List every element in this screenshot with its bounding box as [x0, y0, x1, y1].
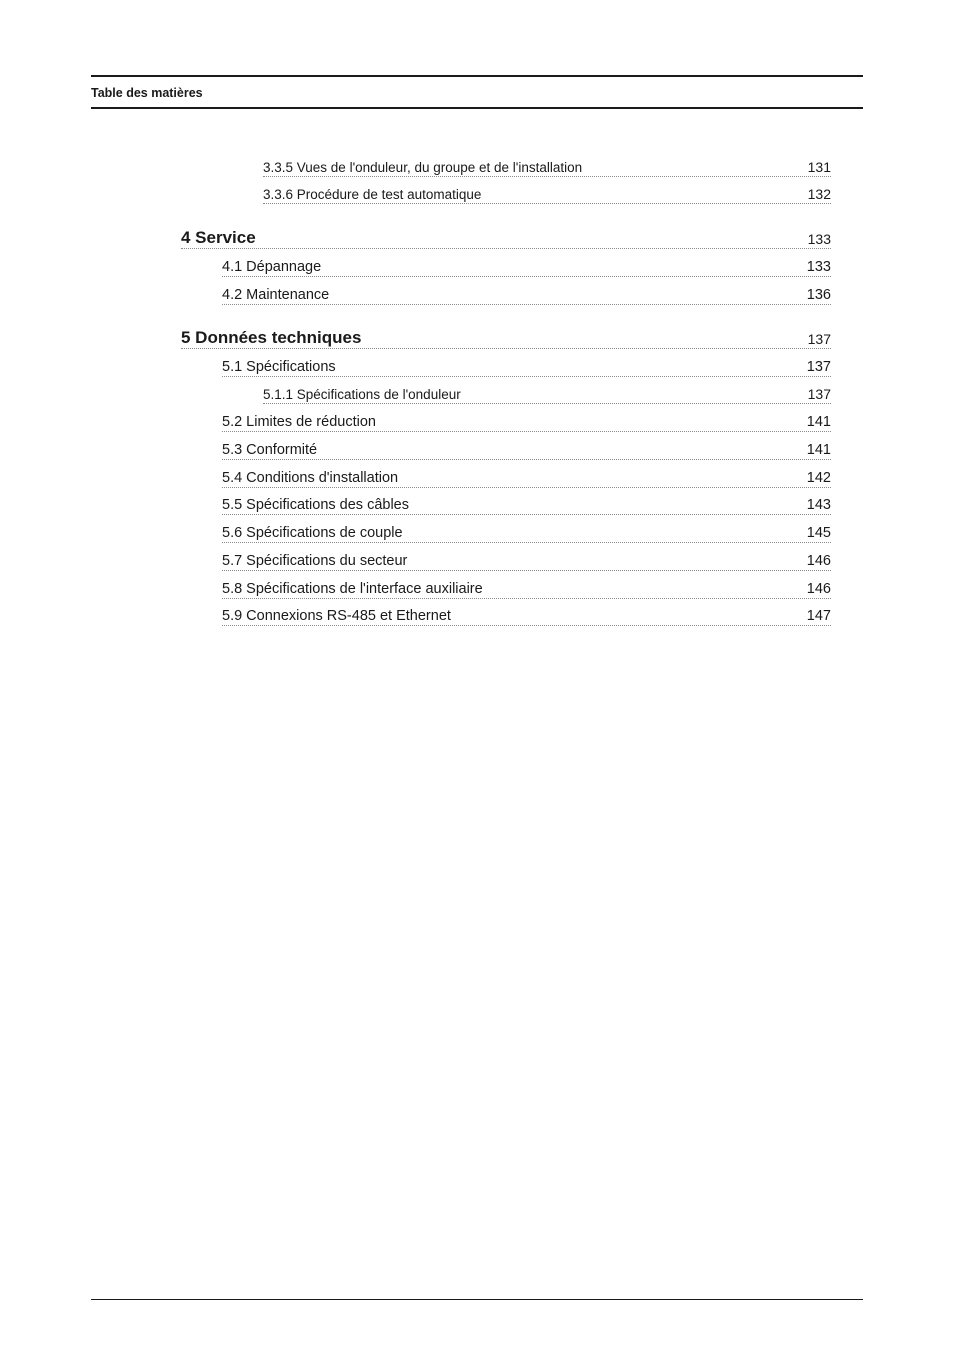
toc-page-number: 137: [806, 359, 831, 375]
toc-page-number: 146: [806, 581, 831, 597]
toc-entry-title: 5.3 Conformité: [222, 442, 318, 458]
header-top-rule: [91, 75, 863, 77]
toc-entry-5-2[interactable]: [222, 412, 831, 432]
toc-entry-title: 5.4 Conditions d'installation: [222, 470, 399, 486]
toc-entry-3-3-5[interactable]: [263, 158, 831, 177]
toc-entry-5-3[interactable]: [222, 440, 831, 460]
toc-entry-5-7[interactable]: [222, 551, 831, 571]
toc-page-number: 132: [807, 186, 831, 202]
toc-entry-title: 5.2 Limites de réduction: [222, 414, 376, 430]
toc-page-number: 143: [806, 497, 831, 513]
toc-entry-title: 5.5 Spécifications des câbles: [222, 497, 409, 513]
toc-entry-5-9[interactable]: [222, 606, 831, 626]
toc-chapter-title: 4 Service: [181, 228, 256, 247]
toc-page-number: 133: [807, 231, 831, 247]
toc-page-number: 137: [807, 386, 831, 402]
toc-entry-title: 5.1.1 Spécifications de l'onduleur: [263, 387, 461, 402]
footer-rule: [91, 1299, 863, 1300]
toc-page-number: 147: [806, 608, 831, 624]
toc-entry-title: 5.7 Spécifications du secteur: [222, 553, 408, 569]
toc-entry-title: 4.1 Dépannage: [222, 259, 322, 275]
toc-entry-5-6[interactable]: [222, 523, 831, 543]
toc-entry-title: 5.1 Spécifications: [222, 359, 336, 375]
toc-entry-5-5[interactable]: [222, 495, 831, 515]
toc-entry-5-8[interactable]: [222, 579, 831, 599]
toc-entry-title: 4.2 Maintenance: [222, 287, 330, 303]
toc-entry-title: 5.9 Connexions RS-485 et Ethernet: [222, 608, 451, 624]
toc-entry-title: 3.3.5 Vues de l'onduleur, du groupe et de l'installation: [263, 160, 583, 175]
toc-page-number: 136: [806, 287, 831, 303]
toc-entry-5-4[interactable]: [222, 468, 831, 488]
toc-page-number: 142: [806, 470, 831, 486]
toc-entry-title: 5.8 Spécifications de l'interface auxiliaire: [222, 581, 483, 597]
toc-page-number: 137: [807, 331, 831, 347]
toc-page-number: 131: [807, 159, 831, 175]
toc-page-number: 146: [806, 553, 831, 569]
toc-entry-title: 5.6 Spécifications de couple: [222, 525, 403, 541]
toc-chapter-4[interactable]: [181, 227, 831, 249]
toc-page-number: 133: [806, 259, 831, 275]
toc-page-number: 145: [806, 525, 831, 541]
toc-entry-4-1[interactable]: [222, 257, 831, 277]
header-bottom-rule: [91, 107, 863, 109]
toc-entry-title: 3.3.6 Procédure de test automatique: [263, 187, 482, 202]
toc-page-number: 141: [806, 414, 831, 430]
toc-entry-3-3-6[interactable]: [263, 185, 831, 204]
page-header-title: Table des matières: [91, 86, 203, 100]
toc-entry-5-1-1[interactable]: [263, 385, 831, 404]
toc-chapter-5[interactable]: [181, 327, 831, 349]
toc-chapter-title: 5 Données techniques: [181, 328, 362, 347]
toc-page-number: 141: [806, 442, 831, 458]
toc-entry-5-1[interactable]: [222, 357, 831, 377]
toc-entry-4-2[interactable]: [222, 285, 831, 305]
